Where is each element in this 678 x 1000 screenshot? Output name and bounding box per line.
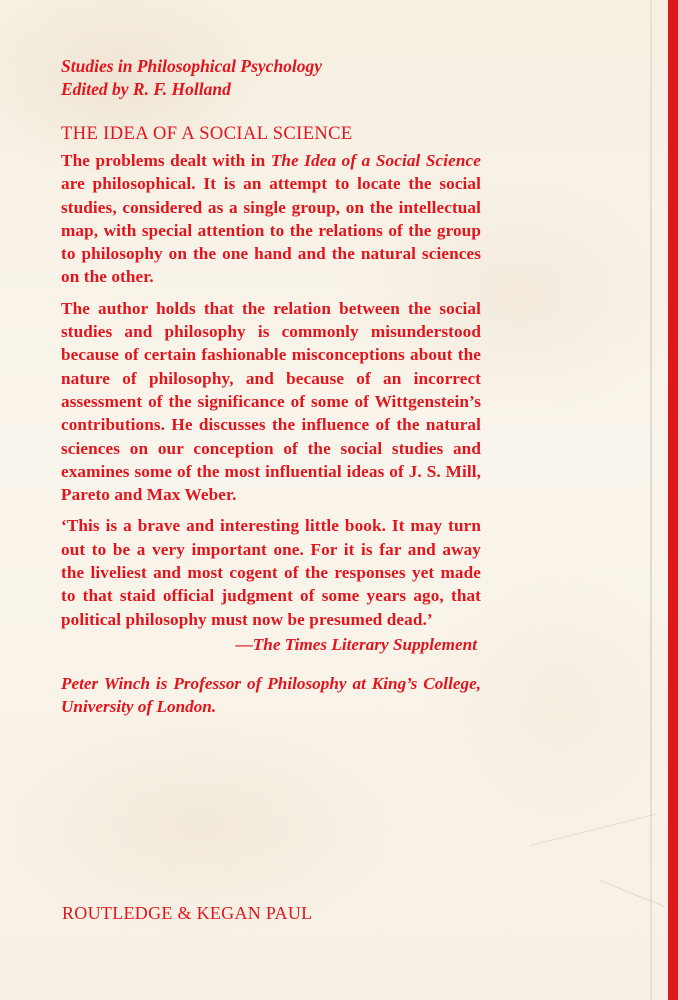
description-text: The problems dealt with in [61, 151, 271, 170]
author-bio: Peter Winch is Professor of Philosophy at King’s College, University of London. [61, 673, 481, 716]
back-cover-content [61, 55, 481, 718]
book-title: THE IDEA OF A SOCIAL SCIENCE [61, 124, 353, 144]
description-text: are philosophical. It is an attempt to locate the social studies, considered as a single group, on the intellectual map, with special attention to the relations of the group to philosophy on the one hand and the natural sciences on the other. [61, 174, 481, 287]
series-editor: Edited by R. F. Holland [61, 79, 231, 99]
spine-stripe [668, 0, 678, 1000]
paper-crease-diagonal [530, 814, 656, 846]
publisher-name: ROUTLEDGE & KEGAN PAUL [62, 903, 313, 923]
description-paragraph-2: The author holds that the relation between the social studies and philosophy is commonly misunderstood because of certain fashionable misconceptions about the nature of philosophy, and because of an incorrect assessment of the significance of some of Wittgenstein’s contributions. He discusses the influence of the natural sciences on our conception of the social studies and examines some of the most influential ideas of J. S. Mill, Pareto and Max Weber. [61, 298, 481, 505]
series-name: Studies in Philosophical Psychology [61, 56, 323, 76]
review-source: —The Times Literary Supplement [235, 634, 477, 654]
paper-crease-diagonal [600, 880, 665, 907]
book-title-reference: The Idea of a Social Science [270, 151, 481, 170]
description-paragraph-1 [61, 149, 481, 289]
paper-crease [650, 0, 652, 1000]
review-quote: ‘This is a brave and interesting little book. It may turn out to be a very important one. For it is far and away the liveliest and most cogent of the responses yet made to that staid official judgment of some years ago, that political philosophy must now be presumed dead.’ [61, 516, 481, 629]
